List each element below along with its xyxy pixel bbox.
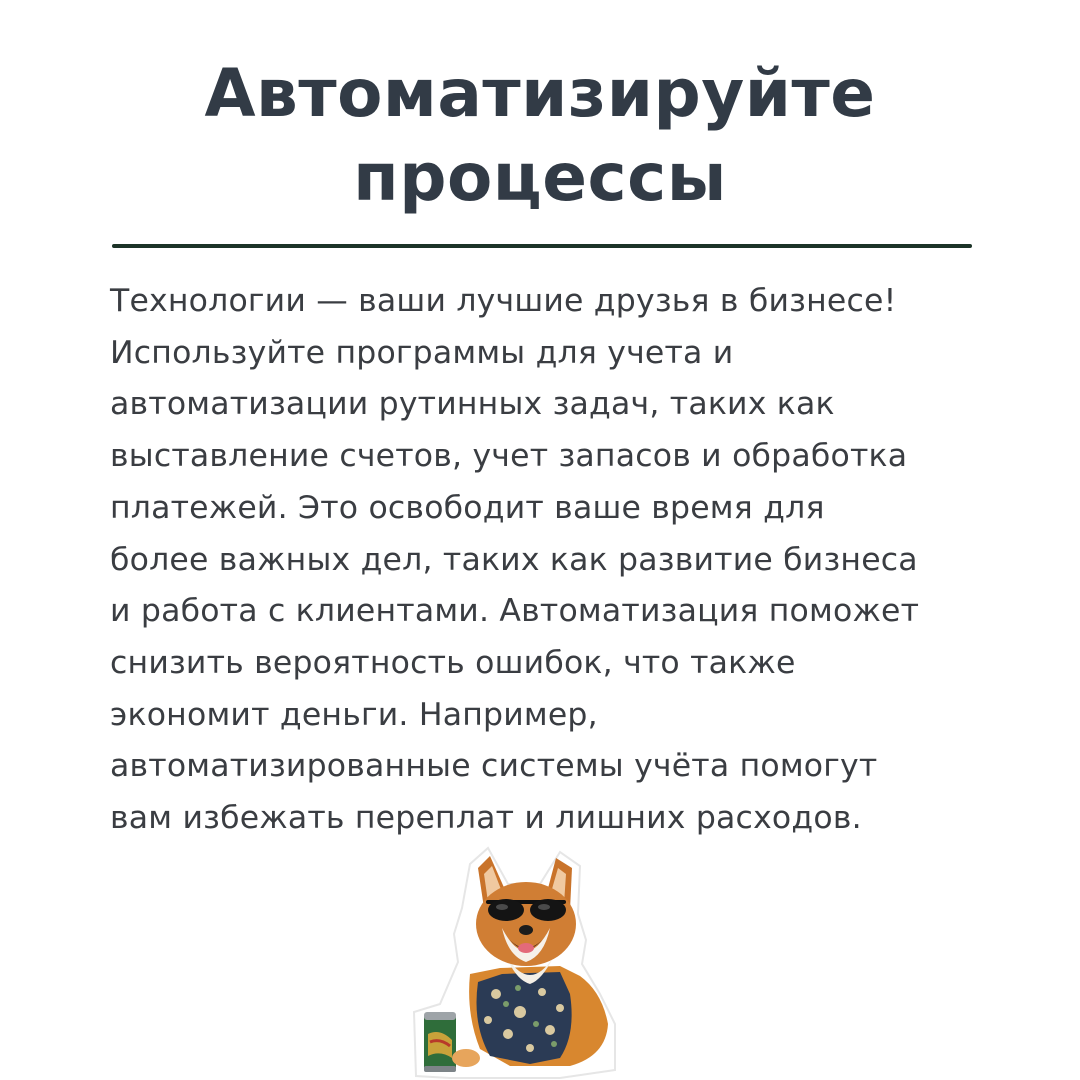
body-line: Технологии — ваши лучшие друзья в бизнесе! (110, 283, 897, 319)
page-title (0, 52, 1080, 220)
body-paragraph (110, 276, 990, 845)
body-line: Используйте программы для учета и (110, 334, 734, 371)
body-line: вам избежать переплат и лишних расходов. (110, 800, 862, 837)
title-line-1: Автоматизируйте (204, 55, 876, 132)
body-line: платежей. Это освободит ваше время для (110, 489, 825, 526)
body-line: снизить вероятность ошибок, что также (110, 644, 796, 681)
title-divider (112, 244, 972, 248)
body-line: и работа с клиентами. Автоматизация поможет (110, 593, 920, 630)
body-line: автоматизированные системы учёта помогут (110, 748, 878, 785)
body-line: автоматизации рутинных задач, таких как (110, 386, 835, 423)
body-line: более важных дел, таких как развитие бизнеса (110, 541, 918, 578)
title-line-2: процессы (353, 139, 727, 216)
body-line: экономит деньги. Например, (110, 696, 598, 733)
corgi-sunglasses-sticker-icon (410, 844, 620, 1080)
body-line: выставление счетов, учет запасов и обработка (110, 438, 908, 475)
